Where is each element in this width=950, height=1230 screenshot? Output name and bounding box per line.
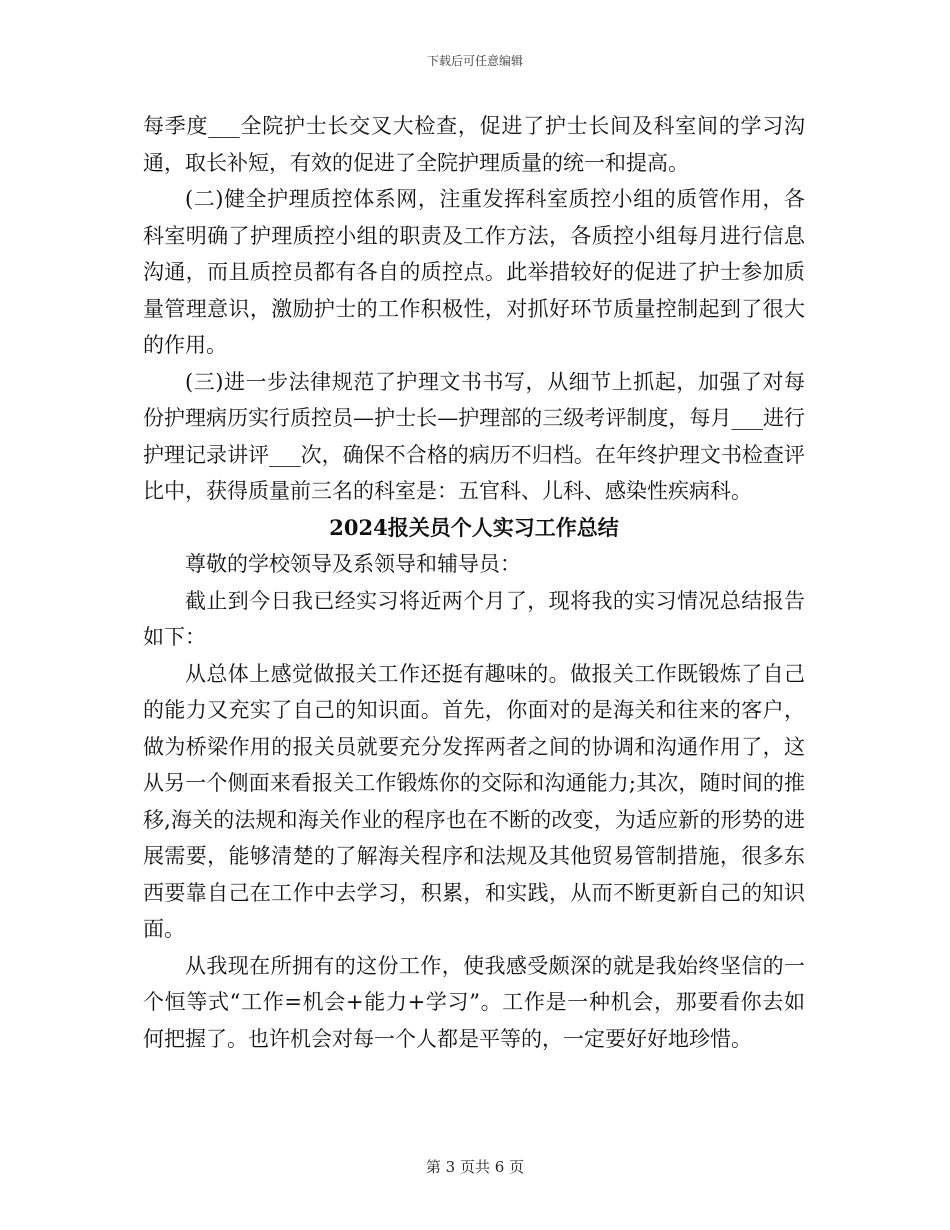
paragraph: (三)进一步法律规范了护理文书书写，从细节上抓起，加强了对每份护理病历实行质控员—护士长—护理部的三级考评制度，每月___进行护理记录讲评___次，确保不合格的病历不归档。在年终护理文书检查评比中，获得质量前三名的科室是：五官科、儿科、感染性疾病科。 xyxy=(143,369,805,503)
page-footer: 第 3 页共 6 页 xyxy=(425,1158,525,1176)
paragraph: 截止到今日我已经实习将近两个月了，现将我的实习情况总结报告如下： xyxy=(143,588,805,649)
section-title: 2024报关员个人实习工作总结 xyxy=(329,514,619,540)
paragraph: 每季度___全院护士长交叉大检查，促进了护士长间及科室间的学习沟通，取长补短，有效的促进了全院护理质量的统一和提高。 xyxy=(143,114,805,175)
paragraph: 从我现在所拥有的这份工作，使我感受颇深的就是我始终坚信的一个恒等式“工作=机会+能力+学习”。工作是一种机会，那要看你去如何把握了。也许机会对每一个人都是平等的，一定要好好地珍惜。 xyxy=(143,953,805,1051)
page-header: 下载后可任意编辑 xyxy=(426,54,523,68)
paragraph: (二)健全护理质控体系网，注重发挥科室质控小组的质管作用，各科室明确了护理质控小组的职责及工作方法，各质控小组每月进行信息沟通，而且质控员都有各自的质控点。此举措较好的促进了护士参加质量管理意识，激励护士的工作积极性，对抓好环节质量控制起到了很大的作用。 xyxy=(143,187,805,357)
paragraph: 尊敬的学校领导及系领导和辅导员： xyxy=(185,552,521,576)
document-body xyxy=(143,108,805,1057)
paragraph: 从总体上感觉做报关工作还挺有趣味的。做报关工作既锻炼了自己的能力又充实了自己的知识面。首先，你面对的是海关和往来的客户，做为桥梁作用的报关员就要充分发挥两者之间的协调和沟通作用了，这从另一个侧面来看报关工作锻炼你的交际和沟通能力;其次，随时间的推移,海关的法规和海关作业的程序也在不断的改变，为适应新的形势的进展需要，能够清楚的了解海关程序和法规及其他贸易管制措施，很多东西要靠自己在工作中去学习，积累，和实践，从而不断更新自己的知识面。 xyxy=(143,661,805,941)
